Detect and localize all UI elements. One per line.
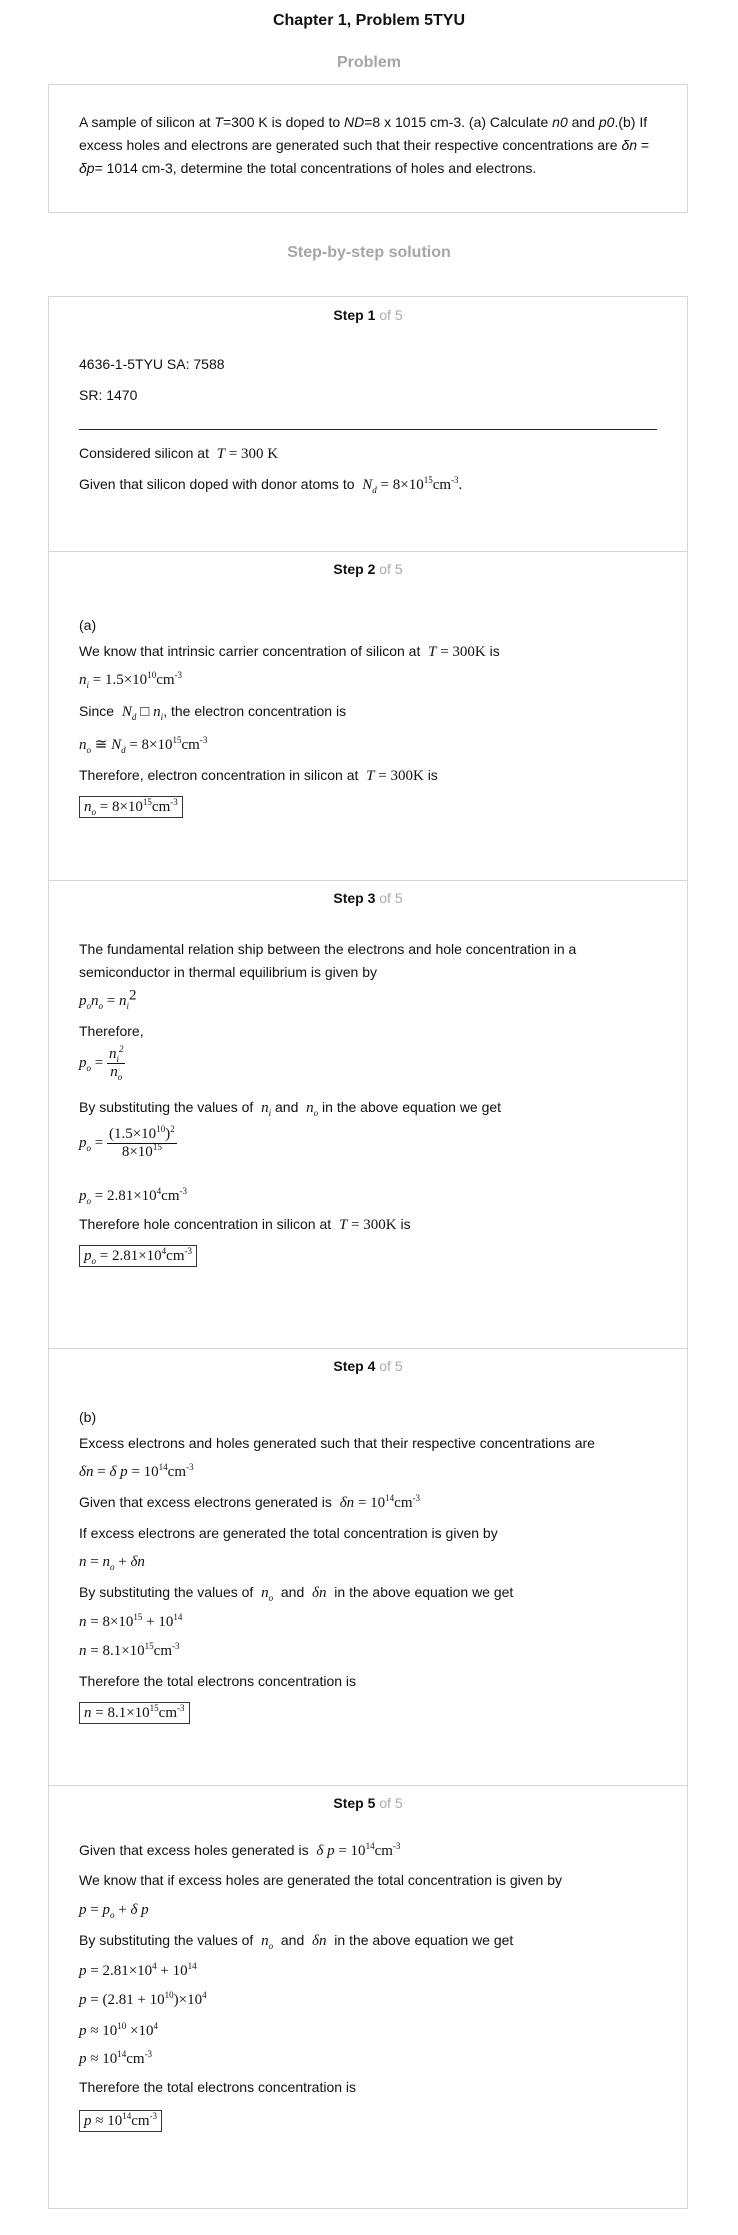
step-3-line-4: By substituting the values of $n_i$ and $n_o$ in the above equation we get <box>79 1099 502 1118</box>
page-title: Chapter 1, Problem 5TYU <box>272 12 466 29</box>
step-4-eq-total-n: $n = n_o + \delta n$ <box>79 1554 145 1572</box>
step-4 <box>49 1348 687 1786</box>
step-2-part: (a) <box>79 617 97 633</box>
step-5-header: Step 5 of 5 <box>333 1795 403 1811</box>
step-5-eq-sub: $p = 2.81\times 10^4 + 10^{14}$ <box>79 1961 197 1979</box>
solution-box <box>48 296 688 2209</box>
step-1-meta-sa: 4636-1-5TYU SA: 7588 <box>79 356 225 372</box>
step-4-answer: $n = 8.1\times 10^{15}cm^{-3}$ <box>79 1702 190 1724</box>
step-4-line-5: Therefore the total electrons concentration is <box>79 1673 357 1689</box>
step-2-eq-no: $n_o$ ≅ $N_d = 8\times 10^{15}cm^{-3}$ <box>79 735 208 755</box>
step-2-line-3: Therefore, electron concentration in silicon at T = 300K is <box>79 767 438 784</box>
problem-heading: Problem <box>336 54 401 71</box>
step-2-line-2: Since $N_d$ □ $n_i$, the electron concentration is <box>79 703 347 722</box>
step-4-line-3: If excess electrons are generated the total concentration is given by <box>79 1525 498 1541</box>
step-3-eq-po-value: $p_o = 2.81\times 10^4cm^{-3}$ <box>79 1186 187 1206</box>
step-5-line-2: We know that if excess holes are generated the total concentration is given by <box>79 1872 563 1888</box>
solution-heading: Step-by-step solution <box>287 244 451 261</box>
step-3-line-5: Therefore hole concentration in silicon at T = 300K is <box>79 1216 411 1233</box>
step-1-meta-sr: SR: 1470 <box>79 387 138 403</box>
step-5-eq-approx-2: $p \approx 10^{14}cm^{-3}$ <box>79 2049 153 2067</box>
step-3-header: Step 3 of 5 <box>333 890 403 906</box>
step-2-header: Step 2 of 5 <box>333 561 403 577</box>
step-4-header: Step 4 of 5 <box>333 1358 403 1374</box>
step-4-eq-n-value: $n = 8.1\times 10^{15}cm^{-3}$ <box>79 1641 180 1659</box>
step-5-eq-total-p: $p = p_o + \delta$ p <box>79 1902 149 1920</box>
step-4-line-4: By substituting the values of $n_o$ and δn in the above equation we get <box>79 1584 514 1603</box>
step-2-line-1: We know that intrinsic carrier concentration of silicon at T = 300K is <box>79 643 500 660</box>
step-5-eq-approx-1: $p \approx 10^{10} \times 10^4$ <box>79 2021 158 2039</box>
problem-text: A sample of silicon at T=300 K is doped to ND=8 x 1015 cm-3. (a) Calculate n0 and p0.(b) If excess holes and electrons are generated such that their respective concentrations are δn = δp= 1014 cm-3, determine the total concentrations of holes and electrons. <box>79 114 650 176</box>
problem-box <box>48 84 688 213</box>
step-4-eq-sub: $n = 8\times 10^{15} + 10^{14}$ <box>79 1612 183 1630</box>
step-5-answer: $p \approx 10^{14}cm^{-3}$ <box>79 2110 162 2132</box>
step-2-eq-ni: $n_i = 1.5\times 10^{10}cm^{-3}$ <box>79 670 183 690</box>
step-3-line-3: Therefore, <box>79 1023 144 1039</box>
step-3-line-1: The fundamental relation ship between the electrons and hole concentration in a <box>79 941 577 957</box>
step-1-line-2: Given that silicon doped with donor atoms to $N_d = 8\times 10^{15}cm^{-3}$. <box>79 475 463 495</box>
step-3-eq-po-frac: $p_o$ = $\frac{n_i^2}{n_o}$ <box>79 1044 124 1082</box>
step-5-line-3: By substituting the values of $n_o$ and δn in the above equation we get <box>79 1932 514 1951</box>
step-3-eq-mass-action: $p_on_o = n_i^2$ <box>79 987 137 1011</box>
step-3-eq-substitution: $p_o$ = $\frac{(1.5\times 10^{10})^2}{8\times 10^{15}}$ <box>79 1124 175 1160</box>
step-2 <box>49 551 687 881</box>
step-5 <box>49 1785 687 2209</box>
step-1-header: Step 1 of 5 <box>333 307 403 323</box>
step-4-line-2: Given that excess electrons generated is $\delta n = 10^{14}cm^{-3}$ <box>79 1493 420 1511</box>
step-4-line-1: Excess electrons and holes generated such that their respective concentrations are <box>79 1435 595 1451</box>
step-4-part: (b) <box>79 1409 97 1425</box>
step-3-line-2: semiconductor in thermal equilibrium is given by <box>79 964 378 980</box>
step-2-answer: $n_o = 8\times 10^{15}cm^{-3}$ <box>79 796 183 818</box>
step-5-line-4: Therefore the total electrons concentration is <box>79 2079 357 2095</box>
divider <box>79 429 657 430</box>
step-3-answer: $p_o = 2.81\times 10^4cm^{-3}$ <box>79 1245 197 1267</box>
step-4-eq-excess: δn = δ $p = 10^{14}cm^{-3}$ <box>79 1462 194 1480</box>
step-5-eq-factored: $p = (2.81 + 10^{10})\times 10^4$ <box>79 1990 207 2008</box>
step-3 <box>49 880 687 1349</box>
step-1-line-1: Considered silicon at T = 300 K <box>79 445 279 462</box>
step-1 <box>49 297 687 552</box>
step-5-line-1: Given that excess holes generated is δ $p = 10^{14}cm^{-3}$ <box>79 1841 401 1859</box>
